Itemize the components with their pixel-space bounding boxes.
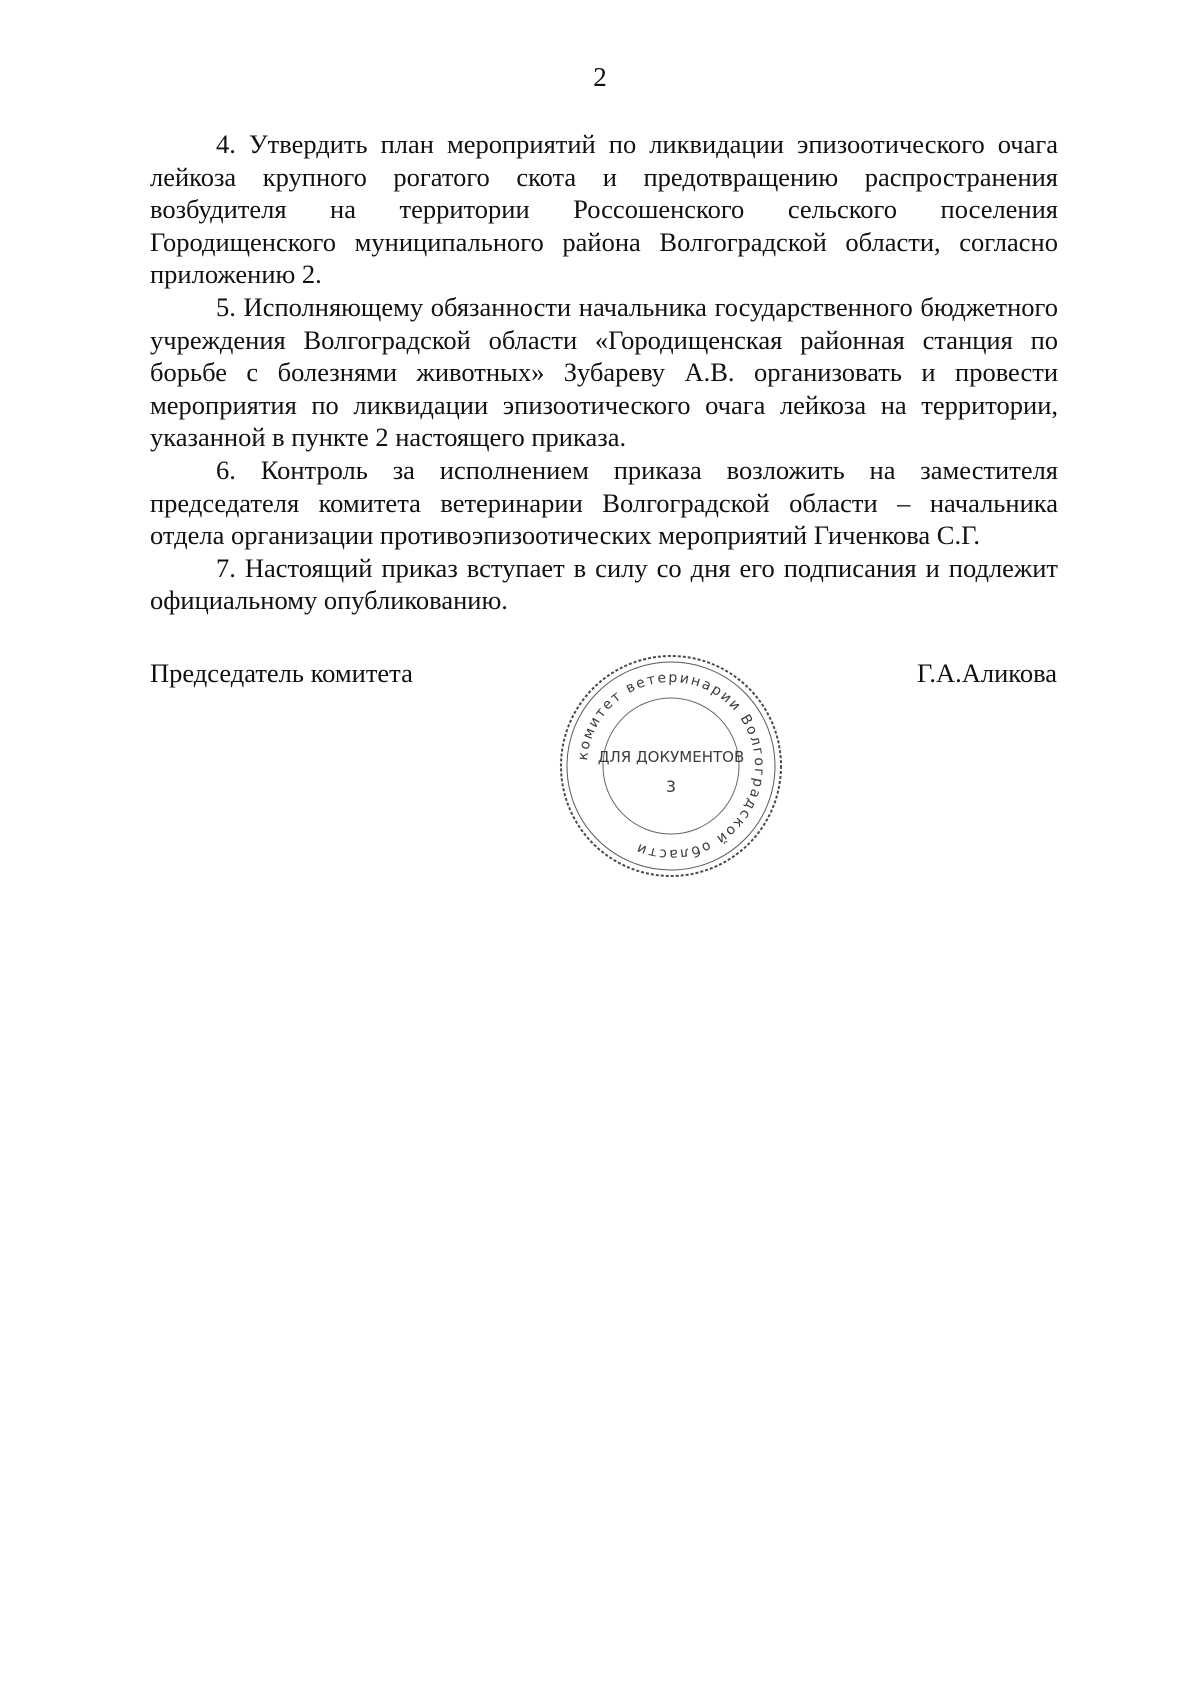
order-item-5: 5. Исполняющему обязанности начальника государственного бюджетного учреждения Волгоградской области «Городищенская районная станция по борьбе с болезнями животных» Зубареву А.В. организовать и провести мероприятия по ликвидации эпизоотического очага лейкоза на территории, указанной в пункте 2 настоящего приказа. — [150, 291, 1058, 453]
seal-second-ring — [567, 662, 775, 870]
order-item-7: 7. Настоящий приказ вступает в силу со дня его подписания и подлежит официальному опубликованию. — [150, 552, 1058, 616]
seal-graphic — [555, 650, 787, 882]
seal-outer-ring — [561, 656, 781, 876]
seal-number: 3 — [665, 777, 677, 796]
seal-ring-text: комитет ветеринарии Волгоградской области — [575, 669, 768, 863]
order-body — [150, 128, 1058, 617]
signatory-name: Г.А.Аликова — [917, 658, 1057, 688]
seal-inner-ring — [603, 698, 739, 834]
signatory-title: Председатель комитета — [150, 658, 413, 688]
official-seal — [555, 650, 787, 882]
seal-center-text: ДЛЯ ДОКУМЕНТОВ — [597, 748, 745, 766]
order-item-6: 6. Контроль за исполнением приказа возложить на заместителя председателя комитета ветеринарии Волгоградской области – начальника отдела организации противоэпизоотических мероприятий Гиченкова С.Г. — [150, 454, 1058, 551]
page-number: 2 — [593, 62, 607, 92]
order-item-4: 4. Утвердить план мероприятий по ликвидации эпизоотического очага лейкоза крупного рогатого скота и предотвращению распространения возбудителя на территории Россошенского сельского поселения Городищенского муниципального района Волгоградской области, согласно приложению 2. — [150, 129, 1058, 290]
